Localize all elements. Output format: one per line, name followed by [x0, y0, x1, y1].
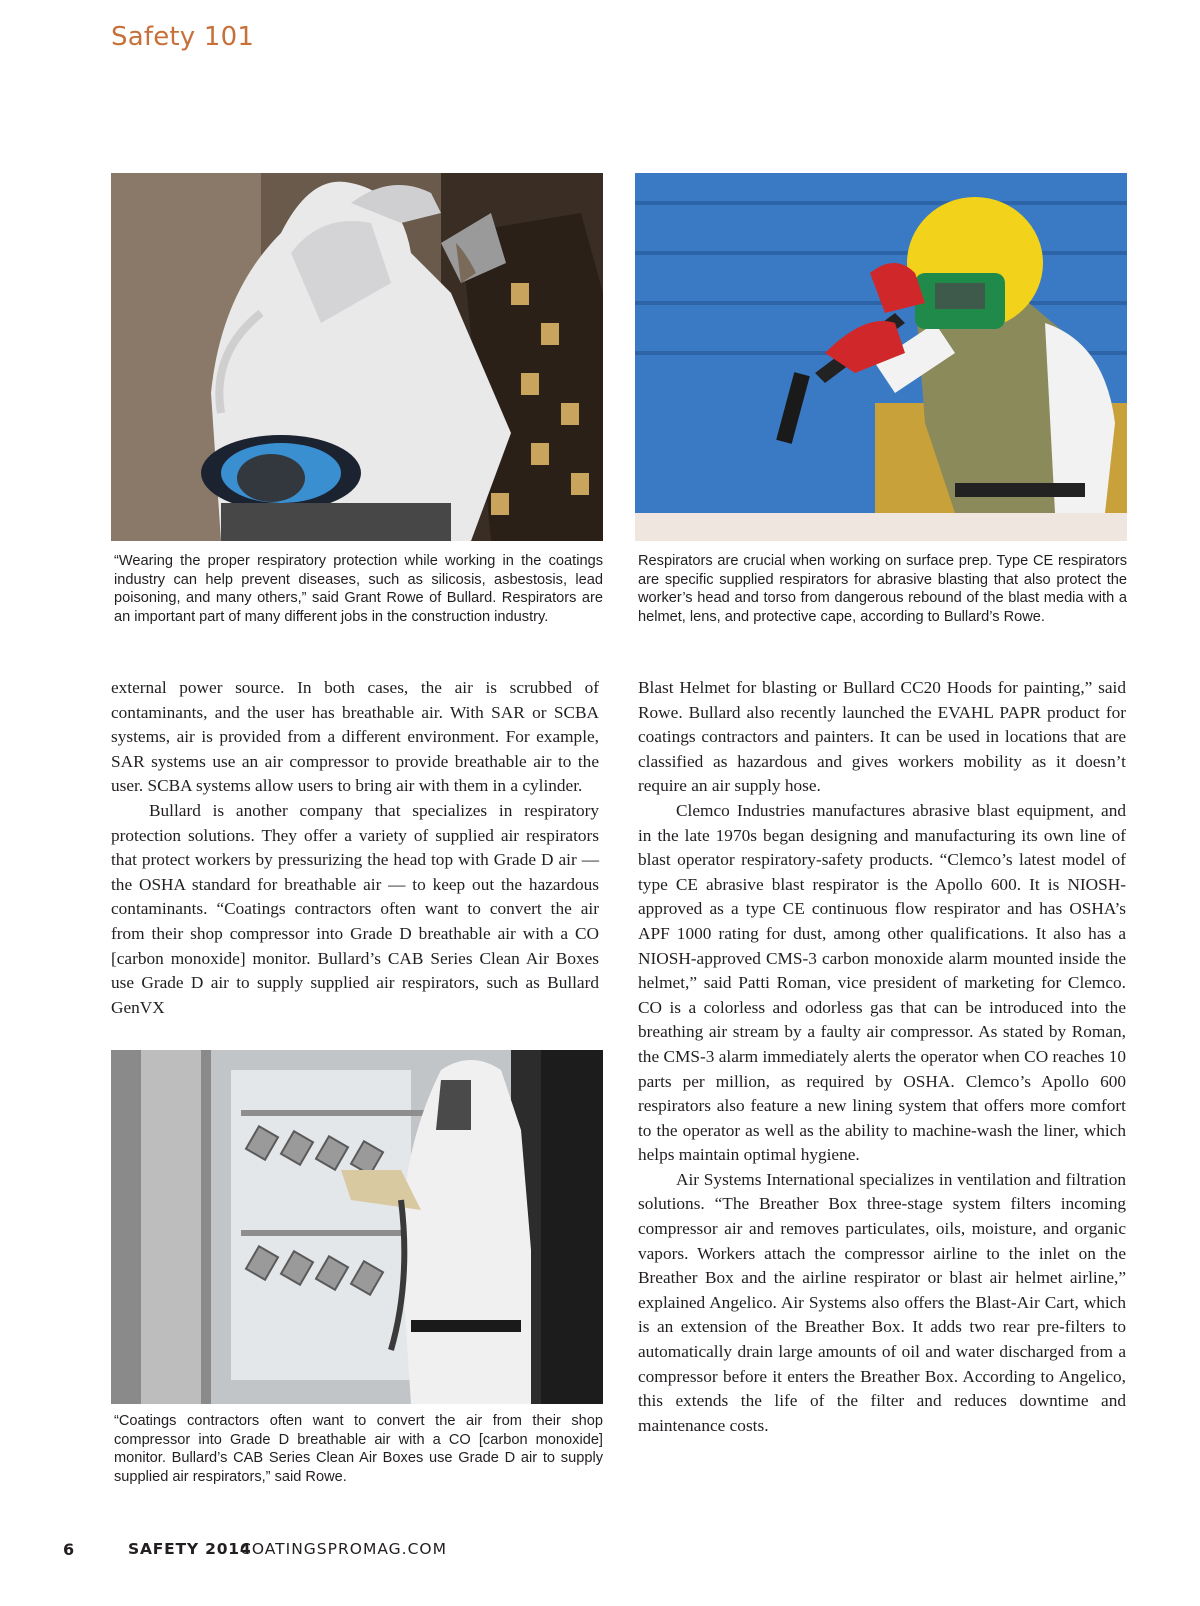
website-link[interactable]: COATINGSPROMAG.COM [240, 1540, 447, 1558]
section-title: Safety 101 [111, 22, 255, 52]
photo-caption-spray-booth: “Coatings contractors often want to convert the air from their shop compressor into Grade D breathable air with a CO [carbon monoxide] monitor. Bullard’s CAB Series Clean Air Boxes use Grade D air to supply supplied air respirators,” said Rowe. [114, 1413, 603, 1485]
article-paragraph: Bullard is another company that specializes in respiratory protection solutions. They offer a variety of supplied air respirators that protect workers by pressurizing the head top with Grade D air — the OSHA standard for breathable air — to keep out the hazardous contaminants. “Coatings contractors often want to convert the air from their shop compressor into Grade D breathable air with a CO [carbon monoxide] monitor. Bullard’s CAB Series Clean Air Boxes use Grade D air to supply supplied air respirators, such as Bullard GenVX [111, 800, 599, 1017]
article-column-left [111, 676, 599, 1020]
publication-issue: SAFETY 2014 [128, 1540, 252, 1558]
article-column-right [638, 676, 1126, 1438]
article-paragraph: external power source. In both cases, the air is scrubbed of contaminants, and the user has breathable air. With SAR or SCBA systems, air is provided from a different environment. For example, SAR systems use an air compressor to provide breathable air to the user. SCBA systems allow users to bring air with them in a cylinder. [111, 678, 599, 796]
photo-abrasive-blaster [635, 173, 1127, 541]
article-paragraph: Clemco Industries manufactures abrasive blast equipment, and in the late 1970s began designing and manufacturing its own line of blast operator respiratory-safety products. “Clemco’s latest model of type CE abrasive blast respirator is the Apollo 600. It is NIOSH-approved as a type CE continuous flow respirator and has OSHA’s APF 1000 rating for dust, among other qualifications. It also has a NIOSH-approved CMS-3 carbon monoxide alarm mounted inside the helmet,” said Patti Roman, vice president of marketing for Clemco. CO is a colorless and odorless gas that can be introduced into the breathing air stream by a faulty air compressor. As stated by Roman, the CMS-3 alarm immediately alerts the operator when CO reaches 10 parts per million, as required by OSHA. Clemco’s Apollo 600 respirators also feature a new lining system that offers more comfort to the operator as well as the ability to machine-wash the liner, which helps maintain optimal hygiene. [638, 800, 1126, 1165]
photo-spray-booth [111, 1050, 603, 1404]
photo-caption-blaster: Respirators are crucial when working on surface prep. Type CE respirators are specific supplied respirators for abrasive blasting that also protect the worker’s head and torso from dangerous rebound of the blast media with a helmet, lens, and protective cape, according to Bullard’s Rowe. [638, 553, 1127, 625]
article-paragraph: Blast Helmet for blasting or Bullard CC20 Hoods for painting,” said Rowe. Bullard also recently launched the EVAHL PAPR product for coatings contractors and painters. It can be used in locations that are classified as hazardous and gives workers mobility as it doesn’t require an air supply hose. [638, 678, 1126, 796]
page-number: 6 [63, 1540, 75, 1559]
photo-caption-papr: “Wearing the proper respiratory protection while working in the coatings industry can help prevent diseases, such as silicosis, asbestosis, lead poisoning, and many others,” said Grant Rowe of Bullard. Respirators are an important part of many different jobs in the construction industry. [114, 553, 603, 625]
photo-papr-worker [111, 173, 603, 541]
article-paragraph: Air Systems International specializes in ventilation and filtration solutions. “The Breather Box three-stage system filters incoming compressor air and removes particulates, oils, moisture, and organic vapors. Workers attach the compressor airline to the inlet on the Breather Box and the airline respirator or blast air helmet airline,” explained Angelico. Air Systems also offers the Blast-Air Cart, which is an extension of the Breather Box. It adds two rear pre-filters to automatically drain large amounts of oil and water discharged from a compressor before it enters the Breather Box. According to Angelico, this extends the life of the filter and reduces downtime and maintenance costs. [638, 1169, 1126, 1435]
